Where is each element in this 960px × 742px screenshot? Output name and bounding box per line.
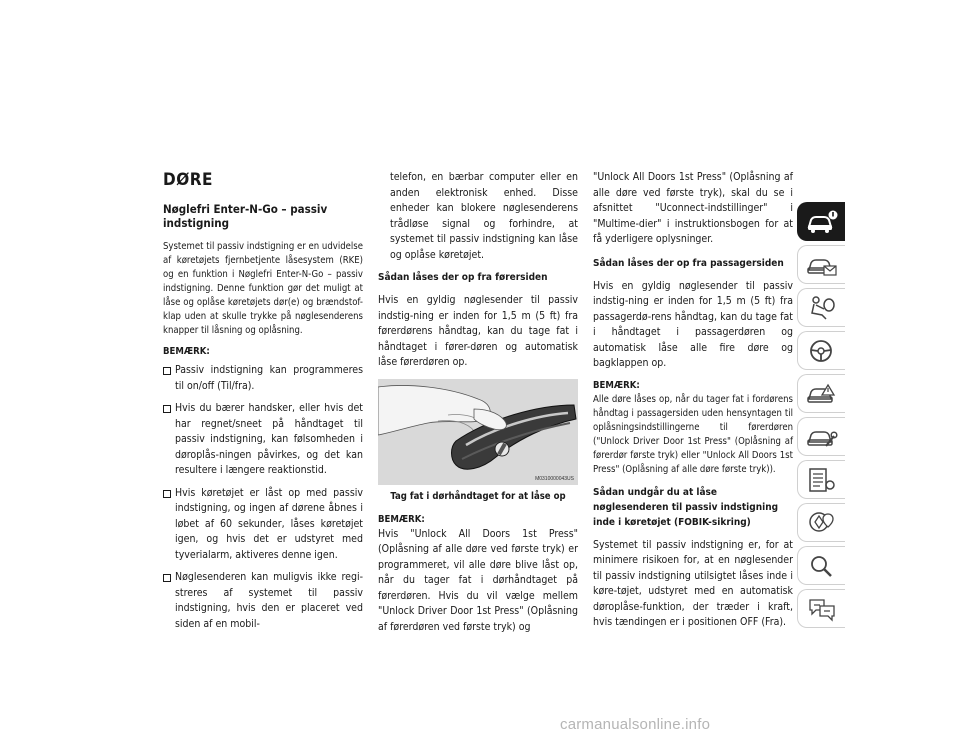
watermark-text: carmanualsonline.info xyxy=(560,716,711,733)
steering-wheel-icon xyxy=(806,338,838,364)
intro-paragraph: Systemet til passiv indstigning er en udvidelse af køretøjets fjernbetjente låsesystem (RKE) og en funktion i Nøglefri Enter-N-Go – passiv indstigning. Denne funktion gør det muligt at låse og oplåse køretøjets dør(e) og brændstof-klap uden at skulle trykke på nøglesenderens knapper til låsning og oplåsning. xyxy=(163,241,363,336)
paragraph: Hvis en gyldig nøglesender til passiv indstig-ning er inden for 1,5 m (5 ft) fra førerdørens håndtag, kan du tage fat i håndtaget i fører-døren og automatisk låse førerdøren op. xyxy=(378,294,578,368)
car-crash-icon xyxy=(806,381,838,407)
checkbox-bullet-icon xyxy=(163,405,171,413)
tab-car-info[interactable] xyxy=(797,202,845,241)
column-1 xyxy=(163,170,363,639)
list-item: Hvis køretøjet er låst op med passiv indstigning, og ingen af dørene åbnes i løbet af 60 sekunder, låses køretøjet igen, og hvis det er udstyret med tyverialarm, aktiveres denne igen. xyxy=(163,486,363,564)
tab-car-wrench[interactable] xyxy=(797,417,845,456)
section-heading: Sådan undgår du at låse nøglesenderen til passiv indstigning inde i køretøjet (FOBIK-sikring) xyxy=(593,486,779,528)
car-info-icon xyxy=(806,209,838,235)
language-icon xyxy=(806,596,838,622)
tab-language[interactable] xyxy=(797,589,845,628)
tab-steering-wheel[interactable] xyxy=(797,331,845,370)
spec-list-icon xyxy=(806,467,838,493)
list-item: Nøglesenderen kan muligvis ikke regi-streres af systemet til passiv indstigning, hvis den er placeret ved siden af en mobil- xyxy=(163,570,363,632)
seat-airbag-icon xyxy=(806,295,838,321)
tab-car-crash[interactable] xyxy=(797,374,845,413)
hand-door-handle-illustration xyxy=(378,379,578,485)
tab-magnifier[interactable] xyxy=(797,546,845,585)
note-text: Hvis "Unlock All Doors 1st Press" (Oplåsning af alle døre ved første tryk) er programmeret, vil alle døre blive låst op, når du tager fat i dørhåndtaget på førerdøren. Hvis du vil vælge mellem "Unlock Driver Door 1st Press" (Oplåsning af førerdøren ved første tryk) og xyxy=(378,527,578,633)
tab-spec-list[interactable] xyxy=(797,460,845,499)
page-title: DØRE xyxy=(163,170,213,190)
checkbox-bullet-icon xyxy=(163,490,171,498)
section-subtitle: Nøglefri Enter-N-Go – passiv indstigning xyxy=(163,202,328,230)
note-label: BEMÆRK: xyxy=(163,346,210,357)
column-2 xyxy=(378,170,578,643)
tab-seat-airbag[interactable] xyxy=(797,288,845,327)
paragraph: Hvis en gyldig nøglesender til passiv indstig-ning er inden for 1,5 m (5 ft) fra passagerdø-rens håndtag, kan du tage fat i håndtaget i passagerdøren og automatisk låse alle fire døre og bagklappen op. xyxy=(593,279,793,369)
car-wrench-icon xyxy=(806,424,838,450)
section-heading: Sådan låses der op fra førersiden xyxy=(378,272,548,283)
magnifier-icon xyxy=(806,553,838,579)
door-handle-figure xyxy=(378,379,578,485)
paragraph-continued: "Unlock All Doors 1st Press" (Oplåsning af alle døre ved første tryk), skal du se i afsnittet "Uconnect-indstillinger" i "Multime-dier" i instruktionsbogen for at få yderligere oplysninger. xyxy=(593,171,793,245)
figure-caption: Tag fat i dørhåndtaget for at låse op xyxy=(390,490,566,502)
tab-navigation[interactable] xyxy=(797,503,845,542)
list-item: telefon, en bærbar computer eller en anden elektronisk enhed. Disse enheder kan blokere nøglesenderens trådløse signal og forhindre, at systemet til passiv indstigning kan låse og oplåse køretøjet. xyxy=(390,171,578,261)
list-item: Hvis du bærer handsker, eller hvis det har regnet/sneet på håndtaget til passiv indstigning, kan følsomheden i døroplås-ningen påvirkes, og det kan resultere i længere reaktionstid. xyxy=(163,401,363,479)
car-mail-icon xyxy=(806,252,838,278)
chapter-tabs xyxy=(797,202,845,632)
tab-car-mail[interactable] xyxy=(797,245,845,284)
checkbox-bullet-icon xyxy=(163,367,171,375)
column-3 xyxy=(593,170,793,639)
note-label: BEMÆRK: xyxy=(593,379,640,391)
note-list-continued xyxy=(378,170,578,263)
checkbox-bullet-icon xyxy=(163,574,171,582)
list-item: Passiv indstigning kan programmeres til on/off (Til/fra). xyxy=(163,363,363,394)
section-heading: Sådan låses der op fra passagersiden xyxy=(593,257,784,269)
navigation-icon xyxy=(806,510,838,536)
note-label: BEMÆRK: xyxy=(378,513,425,525)
figure-code: M0310000043US xyxy=(535,475,574,482)
note-text: Alle døre låses op, når du tager fat i fordørens håndtag i passagersiden uden hensyntagen til oplåsningsindstillingerne til førerdøren ("Unlock Driver Door 1st Press" (Oplåsning af førerdør første tryk) eller "Unlock All Doors 1st Press" (Oplåsning af alle døre første tryk)). xyxy=(593,393,793,475)
paragraph: Systemet til passiv indstigning er, for at minimere risikoen for, at en nøglesender til passiv indstigning utilsigtet låses inde i køre-tøjet, udstyret med en automatisk døroplåse-funktion, der træder i kraft, hvis tændingen er i positionen OFF (Fra). xyxy=(593,538,793,628)
note-list xyxy=(163,363,363,632)
